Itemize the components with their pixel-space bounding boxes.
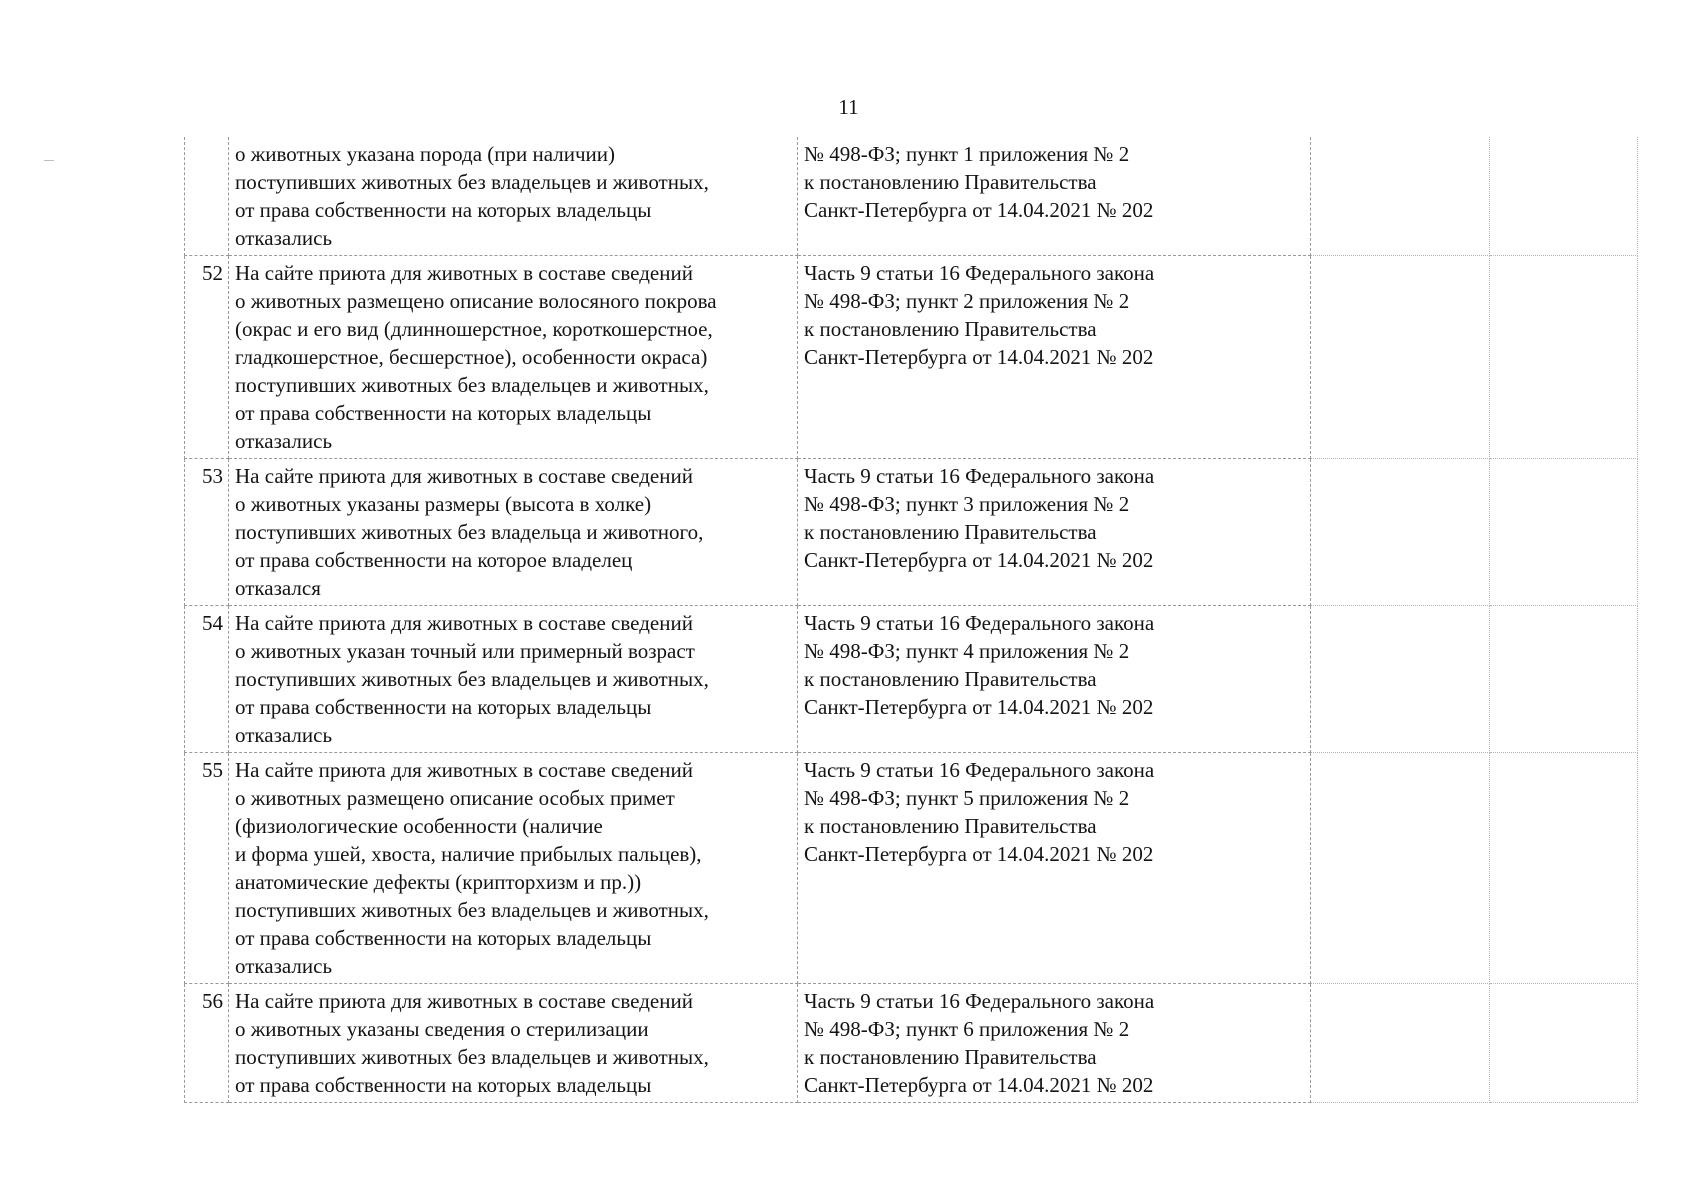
requirement-line: о животных указана порода (при наличии) — [235, 142, 615, 166]
requirement-line: На сайте приюта для животных в составе сведений — [235, 464, 693, 488]
table-row — [185, 137, 1638, 256]
requirement-cell — [229, 256, 798, 459]
requirement-line: отказались — [235, 723, 333, 747]
legal-basis-line: к постановлению Правительства — [804, 317, 1097, 341]
requirement-line: от права собственности на которых владельцы — [235, 1073, 652, 1097]
empty-cell — [1490, 753, 1638, 984]
legal-basis-line: к постановлению Правительства — [804, 667, 1097, 691]
empty-cell — [1311, 984, 1490, 1103]
empty-cell — [1490, 606, 1638, 753]
requirement-line: от права собственности на которых владельцы — [235, 695, 652, 719]
table-row — [185, 606, 1638, 753]
requirement-line: На сайте приюта для животных в составе сведений — [235, 758, 693, 782]
table-row — [185, 753, 1638, 984]
requirement-cell — [229, 984, 798, 1103]
legal-basis-line: Санкт-Петербурга от 14.04.2021 № 202 — [804, 695, 1154, 719]
empty-cell — [1490, 256, 1638, 459]
table-row — [185, 984, 1638, 1103]
requirement-line: о животных размещено описание волосяного покрова — [235, 289, 717, 313]
empty-cell — [1311, 256, 1490, 459]
legal-basis-line: № 498-ФЗ; пункт 6 приложения № 2 — [804, 1017, 1130, 1041]
requirement-line: отказался — [235, 576, 321, 600]
requirement-cell — [229, 137, 798, 256]
legal-basis-line: Часть 9 статьи 16 Федерального закона — [804, 758, 1155, 782]
legal-basis-cell — [798, 459, 1311, 606]
requirement-line: На сайте приюта для животных в составе сведений — [235, 261, 693, 285]
legal-basis-line: Санкт-Петербурга от 14.04.2021 № 202 — [804, 345, 1154, 369]
legal-basis-cell — [798, 137, 1311, 256]
row-number: 52 — [185, 256, 229, 459]
empty-cell — [1490, 459, 1638, 606]
legal-basis-line: Санкт-Петербурга от 14.04.2021 № 202 — [804, 198, 1154, 222]
row-number: 54 — [185, 606, 229, 753]
legal-basis-line: Санкт-Петербурга от 14.04.2021 № 202 — [804, 1073, 1154, 1097]
requirement-line: о животных указаны сведения о стерилизации — [235, 1017, 649, 1041]
legal-basis-line: № 498-ФЗ; пункт 1 приложения № 2 — [804, 142, 1130, 166]
empty-cell — [1311, 606, 1490, 753]
requirement-line: поступивших животных без владельцев и животных, — [235, 1045, 709, 1069]
requirement-line: отказались — [235, 954, 333, 978]
empty-cell — [1311, 459, 1490, 606]
legal-basis-cell — [798, 984, 1311, 1103]
legal-basis-line: к постановлению Правительства — [804, 1045, 1097, 1069]
legal-basis-line: № 498-ФЗ; пункт 4 приложения № 2 — [804, 639, 1130, 663]
requirement-line: отказались — [235, 226, 333, 250]
requirement-line: о животных указаны размеры (высота в холке) — [235, 492, 652, 516]
legal-basis-line: Санкт-Петербурга от 14.04.2021 № 202 — [804, 548, 1154, 572]
requirement-line: поступивших животных без владельцев и животных, — [235, 170, 709, 194]
legal-basis-cell — [798, 606, 1311, 753]
requirement-line: и форма ушей, хвоста, наличие прибылых пальцев), — [235, 842, 702, 866]
legal-basis-line: к постановлению Правительства — [804, 814, 1097, 838]
requirement-cell — [229, 459, 798, 606]
row-number: 55 — [185, 753, 229, 984]
legal-basis-line: Часть 9 статьи 16 Федерального закона — [804, 261, 1155, 285]
legal-basis-line: Часть 9 статьи 16 Федерального закона — [804, 989, 1155, 1013]
legal-basis-cell — [798, 256, 1311, 459]
legal-basis-cell — [798, 753, 1311, 984]
requirement-line: гладкошерстное, бесшерстное), особенности окраса) — [235, 345, 708, 369]
requirement-line: о животных указан точный или примерный возраст — [235, 639, 695, 663]
legal-basis-line: Часть 9 статьи 16 Федерального закона — [804, 464, 1155, 488]
requirement-line: (окрас и его вид (длинношерстное, короткошерстное, — [235, 317, 713, 341]
legal-basis-line: № 498-ФЗ; пункт 3 приложения № 2 — [804, 492, 1130, 516]
row-number: 53 — [185, 459, 229, 606]
requirement-line: поступивших животных без владельцев и животных, — [235, 667, 709, 691]
empty-cell — [1311, 753, 1490, 984]
requirement-line: поступивших животных без владельцев и животных, — [235, 373, 709, 397]
requirement-line: от права собственности на которое владелец — [235, 548, 633, 572]
legal-basis-line: к постановлению Правительства — [804, 520, 1097, 544]
legal-basis-line: № 498-ФЗ; пункт 5 приложения № 2 — [804, 786, 1130, 810]
requirement-line: поступивших животных без владельцев и животных, — [235, 898, 709, 922]
table-row — [185, 256, 1638, 459]
scan-mark — [44, 160, 54, 161]
requirement-line: поступивших животных без владельца и животного, — [235, 520, 704, 544]
requirement-line: На сайте приюта для животных в составе сведений — [235, 611, 693, 635]
row-number: 56 — [185, 984, 229, 1103]
requirement-line: На сайте приюта для животных в составе сведений — [235, 989, 693, 1013]
requirements-table — [184, 137, 1638, 1103]
requirement-line: от права собственности на которых владельцы — [235, 401, 652, 425]
empty-cell — [1311, 137, 1490, 256]
row-number — [185, 137, 229, 256]
requirements-table-body — [185, 137, 1638, 1103]
requirement-line: анатомические дефекты (крипторхизм и пр.)) — [235, 870, 642, 894]
requirement-cell — [229, 753, 798, 984]
legal-basis-line: Часть 9 статьи 16 Федерального закона — [804, 611, 1155, 635]
empty-cell — [1490, 984, 1638, 1103]
empty-cell — [1490, 137, 1638, 256]
legal-basis-line: к постановлению Правительства — [804, 170, 1097, 194]
legal-basis-line: Санкт-Петербурга от 14.04.2021 № 202 — [804, 842, 1154, 866]
requirement-cell — [229, 606, 798, 753]
page-number: 11 — [838, 95, 859, 119]
legal-basis-line: № 498-ФЗ; пункт 2 приложения № 2 — [804, 289, 1130, 313]
requirement-line: от права собственности на которых владельцы — [235, 198, 652, 222]
requirement-line: от права собственности на которых владельцы — [235, 926, 652, 950]
requirement-line: отказались — [235, 429, 333, 453]
requirement-line: о животных размещено описание особых примет — [235, 786, 675, 810]
table-row — [185, 459, 1638, 606]
requirement-line: (физиологические особенности (наличие — [235, 814, 603, 838]
